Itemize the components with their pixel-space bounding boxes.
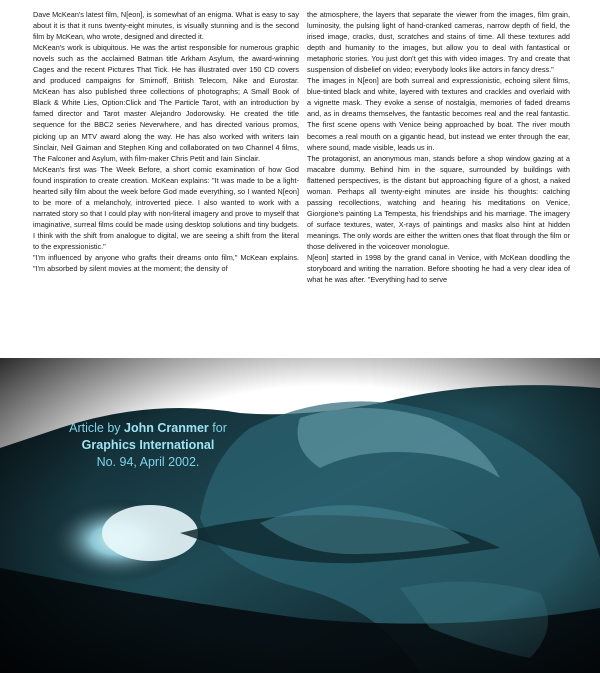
caption-suffix: for	[212, 421, 227, 435]
paragraph: "I'm influenced by anyone who grafts their dreams onto film," McKean explains. "I'm absorbed by silent movies at the moment; the density of	[33, 253, 299, 274]
paragraph: Dave McKean's latest film, N[eon], is somewhat of an enigma. What is easy to say about it is that it runs twenty-eight minutes, is visually stunning and is the second film by McKean, who wrote, designed and directed it.	[33, 10, 299, 42]
caption-issue: No. 94, April 2002.	[96, 455, 200, 469]
film-still-artwork	[0, 358, 600, 673]
caption-line-1	[33, 420, 263, 437]
caption-publication: Graphics International	[81, 438, 215, 452]
caption-line-3	[33, 454, 263, 471]
article-column-left	[33, 9, 299, 274]
article-credit-caption	[33, 420, 263, 471]
paragraph: The protagonist, an anonymous man, stands before a shop window gazing at a macabre dummy. Behind him in the square, surrounded by buildings with flattened perspectives, is the distant but approaching figure of a ghost, a naked woman. Perhaps all twenty-eight minutes are inside his thoughts: catching passing recollections, watching and hearing his meditations on Venice, Giorgione's painting La Tempesta, his friendships and his marriage. The imagery of surface textures, water, X-rays of paintings and masks also hint at hidden meanings. The only words are either the written ones that float through the film or those delivered in the voiceover monologue.	[307, 153, 570, 251]
caption-line-2	[33, 437, 263, 454]
caption-prefix: Article by	[69, 421, 121, 435]
film-still-illustration	[0, 358, 600, 673]
paragraph: McKean's first was The Week Before, a short comic examination of how God found inspiration to create creation. McKean explains: "It was made to be a light-hearted silly film about the week before God made everything, so I wanted N[eon] to be more of a melancholy, introverted piece. I also wanted to work with a narrated story so that I could play with non-literal imagery and prove to myself that imaginative, surreal films could be made using desktop solutions and tiny budgets. I think with the shift from analogue to digital, we are seeing a shift from the literal to the expressionistic."	[33, 164, 299, 251]
article-column-right	[307, 9, 570, 285]
paragraph: The images in N[eon] are both surreal and expressionistic, echoing silent films, blue-tinted black and white, layered with textures and crackles and overlaid with a vignette mask. They evoke a sense of nostalgia, memories of faded dreams and, as in dreams themselves, the fantastic becomes real and the real fantastic. The first scene opens with Venice being approached by boat. The river mouth becomes a real mouth on a gigantic head, but instead we enter through the ear, where sound, made visible, leads us in.	[307, 76, 570, 152]
paragraph: McKean's work is ubiquitous. He was the artist responsible for numerous graphic novels such as the acclaimed Batman title Arkham Asylum, the award-winning Cages and the recent Pictures That Tick. He has illustrated over 150 CD covers and produced campaigns for Smirnoff, British Telecom, Nike and Eurostar. McKean has also published three collections of photographs; A Small Book of Black & White Lies, Option:Click and The Particle Tarot, with an introduction by famed director and Tarot master Alejandro Jodorowsky. He created the title sequence for the BBC2 series Neverwhere, and has directed various promos, picking up an MTV award along the way. He has also worked with writers Iain Sinclair, Neil Gaiman and Stephen King and collaborated on two Channel 4 films, The Falconer and Asylum, with film-maker Chris Petit and Iain Sinclair.	[33, 43, 299, 163]
paragraph: the atmosphere, the layers that separate the viewer from the images, film grain, luminosity, the pulsing light of hand-cranked cameras, narrow depth of field, the irised image, cracks, dust, scratches and stains of time. All these textures add depth and humanity to the images, but allow you to deal with fantastical or metaphoric stories. You just don't get this with video images. Try and create that suspension of disbelief on video; everybody looks like actors in fancy dress."	[307, 10, 570, 75]
paragraph: N[eon] started in 1998 by the grand canal in Venice, with McKean doodling the storyboard and writing the narration. Before shooting he had a very clear idea of what he was after. "Everything had to serve	[307, 253, 570, 285]
caption-author: John Cranmer	[124, 421, 209, 435]
